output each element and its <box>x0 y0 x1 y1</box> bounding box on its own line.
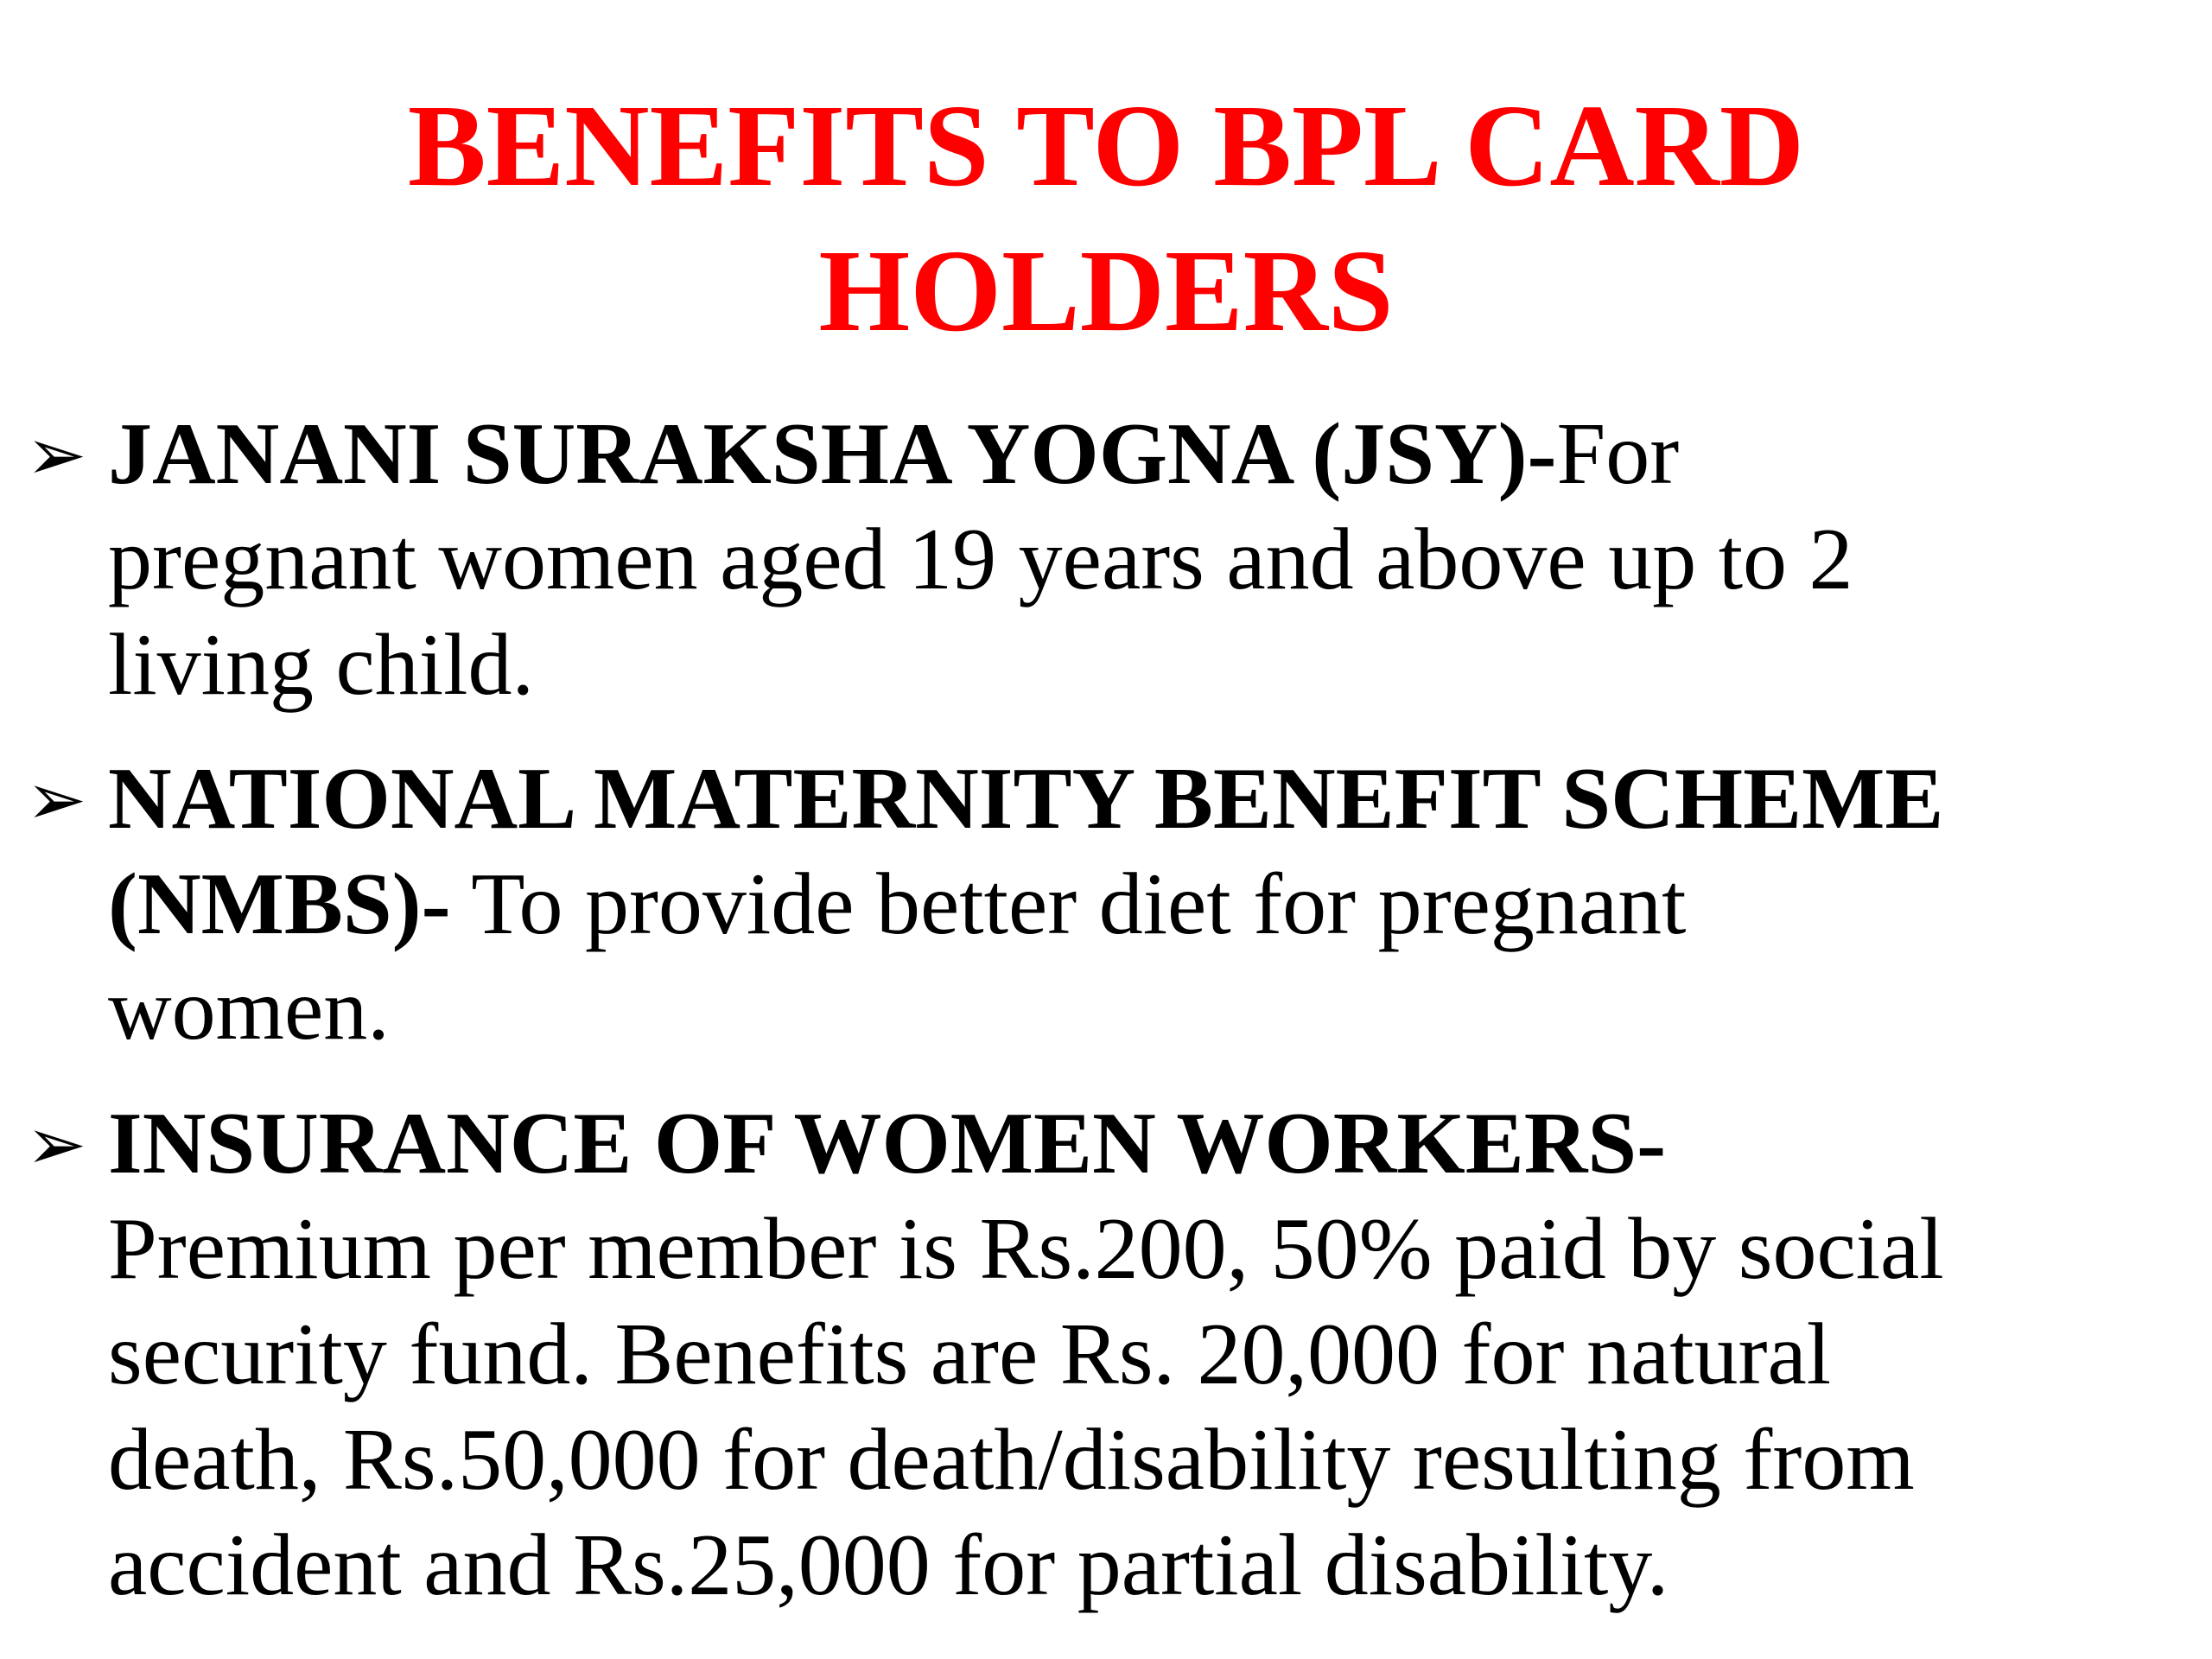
bullet-line: living child. <box>108 616 534 714</box>
bullet-insurance <box>26 1091 2203 1618</box>
bullet-text: For <box>1556 405 1680 503</box>
bullet-line: women. <box>108 961 390 1058</box>
slide-title-line-1: BENEFITS TO BPL CARD <box>407 81 1805 211</box>
bullet-heading: INSURANCE OF WOMEN WORKERS- <box>108 1095 1667 1192</box>
arrow-bullet-icon: ➢ <box>26 412 87 497</box>
bullet-text: To provide better diet for pregnant <box>450 855 1687 953</box>
bullet-line: pregnant women aged 19 years and above up to 2 <box>108 511 1853 608</box>
bullet-line <box>108 402 2203 507</box>
bullet-heading: (NMBS)- <box>108 855 451 953</box>
bullet-nmbs <box>26 747 2203 1063</box>
bullet-line: accident and Rs.25,000 for partial disability. <box>108 1516 1669 1614</box>
arrow-bullet-icon: ➢ <box>26 1102 87 1186</box>
arrow-bullet-icon: ➢ <box>26 757 87 842</box>
bullet-line: security fund. Benefits are Rs. 20,000 for natural <box>108 1306 1832 1403</box>
slide-title <box>0 73 2212 364</box>
slide-title-line-2: HOLDERS <box>818 226 1394 356</box>
bullet-jsy <box>26 402 2203 718</box>
bullet-list <box>26 402 2203 1647</box>
bullet-line: Premium per member is Rs.200, 50% paid by social <box>108 1200 1944 1298</box>
bullet-heading: NATIONAL MATERNITY BENEFIT SCHEME <box>108 750 1944 848</box>
bullet-line <box>108 852 2203 957</box>
bullet-line: death, Rs.50,000 for death/disability resulting from <box>108 1411 1915 1509</box>
bullet-heading: JANANI SURAKSHA YOGNA (JSY)- <box>108 405 1557 503</box>
